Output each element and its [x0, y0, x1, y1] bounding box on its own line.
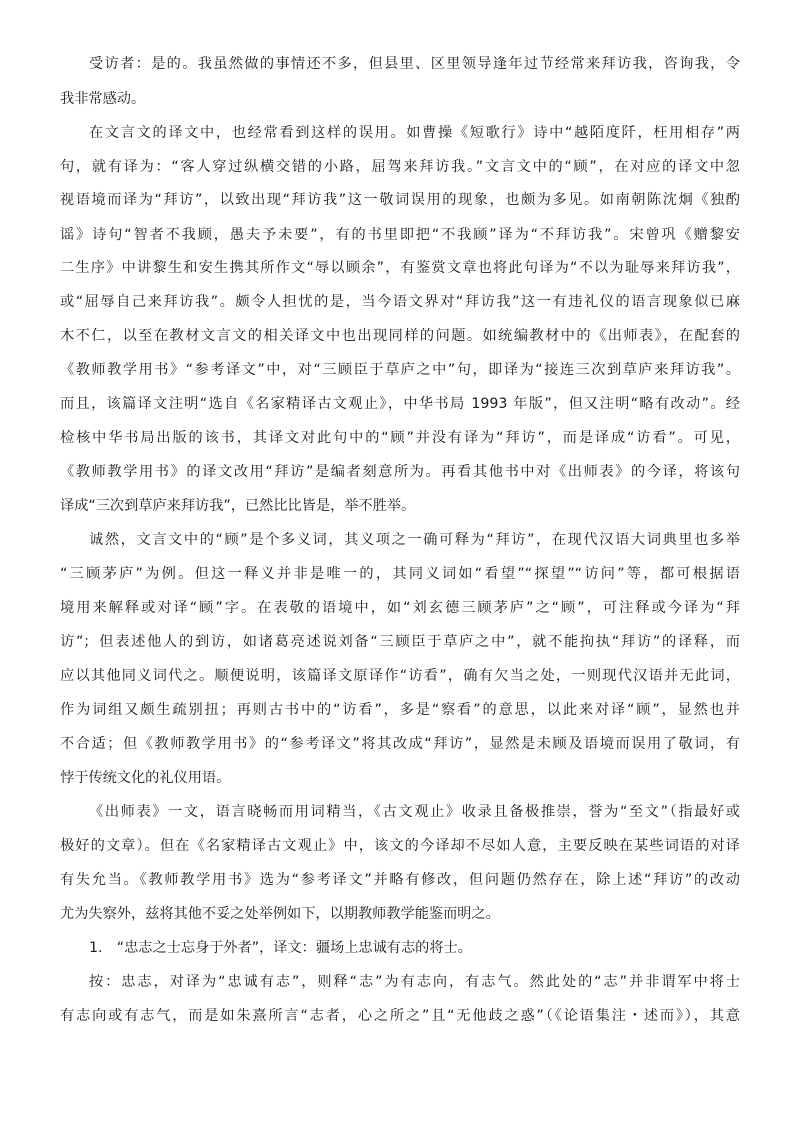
- text-line: 译成“三次到草庐来拜访我”，已然比比皆是，举不胜举。: [60, 498, 416, 514]
- text-line: 《出师表》一文，语言晓畅而用词精当，《古文观止》收录且备极推崇，誉为“至文”（指最好或: [89, 804, 740, 820]
- text-line: 谣》诗句“智者不我顾，愚夫予未要”，有的书里即把“不我顾”译为“不拜访我”。宋曾巩《赠黎安: [60, 227, 740, 243]
- text-line: 检核中华书局出版的该书，其译文对此句中的“顾”并没有译为“拜访”，而是译成“访看”。可见，: [60, 430, 740, 446]
- text-line: 或“屈辱自己来拜访我”。颇令人担忧的是，当今语文界对“拜访我”这一有违礼仪的语言现象似已麻: [60, 294, 740, 310]
- text-line: 《教师教学用书》的译文改用“拜访”是编者刻意所为。再看其他书中对《出师表》的今译，将该句: [60, 464, 740, 480]
- text-line: 受访者：是的。我虽然做的事情还不多，但县里、区里领导逢年过节经常来拜访我，咨询我，令: [89, 56, 740, 72]
- text-line: 访”；但表述他人的到访，如诸葛亮述说刘备“三顾臣于草庐之中”，就不能拘执“拜访”的译释，而: [60, 634, 740, 650]
- text-line: 悖于传统文化的礼仪用语。: [60, 770, 231, 786]
- text-line: 有志向或有志气，而是如朱熹所言“志者，心之所之”且“无他歧之惑”（《论语集注・述而》），其意: [60, 1008, 740, 1024]
- text-line: 二生序》中讲黎生和安生携其所作文“辱以顾余”，有鉴赏文章也将此句译为“不以为耻辱来拜访我”，: [60, 260, 740, 276]
- text-line: 木不仁，以至在教材文言文的相关译文中也出现同样的问题。如统编教材中的《出师表》，在配套的: [60, 328, 740, 344]
- text-line: 应以其他同义词代之。顺便说明，该篇译文原译作“访看”，确有欠当之处，一则现代汉语并无此词，: [60, 668, 740, 684]
- text-line: 句，就有译为：“客人穿过纵横交错的小路，屈驾来拜访我。”文言文中的“顾”，在对应的译文中忽: [60, 159, 740, 175]
- text-line: 而且，该篇译文注明“选自《名家精译古文观止》，中华书局 1993 年版”，但又注明“略有改动”。经: [60, 396, 740, 412]
- text-line: 按：忠志，对译为“忠诚有志”，则释“志”为有志向，有志气。然此处的“志”并非谓军中将士: [89, 974, 740, 990]
- text-line: 我非常感动。: [60, 91, 146, 107]
- text-line: 不合适；但《教师教学用书》的“参考译文”将其改成“拜访”，显然是未顾及语境而误用了敬词，有: [60, 736, 740, 752]
- text-line: 尤为失察外，兹将其他不妥之处举例如下，以期教师教学能鉴而明之。: [60, 906, 500, 922]
- text-line: 1. “忠志之士忘身于外者”，译文：疆场上忠诚有志的将士。: [89, 940, 472, 956]
- text-line: 境用来解释或对译“顾”字。在表敬的语境中，如“刘玄德三顾茅庐”之“顾”，可注释或今译为“拜: [60, 600, 740, 616]
- text-line: 作为词组又颇生疏别扭；再则古书中的“访看”，多是“察看”的意思，以此来对译“顾”，显然也并: [60, 702, 740, 718]
- text-line: 诚然，文言文中的“顾”是个多义词，其义项之一确可释为“拜访”，在现代汉语大词典里也多举: [89, 532, 740, 548]
- text-line: 《教师教学用书》“参考译文”中，对“三顾臣于草庐之中”句，即译为“接连三次到草庐来拜访我”。: [60, 362, 740, 378]
- text-line: 有失允当。《教师教学用书》选为“参考译文”并略有修改，但问题仍然存在，除上述“拜访”的改动: [60, 872, 740, 888]
- text-line: 极好的文章）。但在《名家精译古文观止》中，该文的今译却不尽如人意，主要反映在某些词语的对译: [60, 838, 740, 854]
- text-line: 在文言文的译文中，也经常看到这样的误用。如曹操《短歌行》诗中“越陌度阡，枉用相存”两: [89, 125, 740, 141]
- text-line: “三顾茅庐”为例。但这一释义并非是唯一的，其同义词如“看望”“探望”“访问”等，都可根据语: [60, 566, 740, 582]
- text-line: 视语境而译为“拜访”，以致出现“拜访我”这一敬词误用的现象，也颇为多见。如南朝陈沈炯《独酌: [60, 192, 740, 208]
